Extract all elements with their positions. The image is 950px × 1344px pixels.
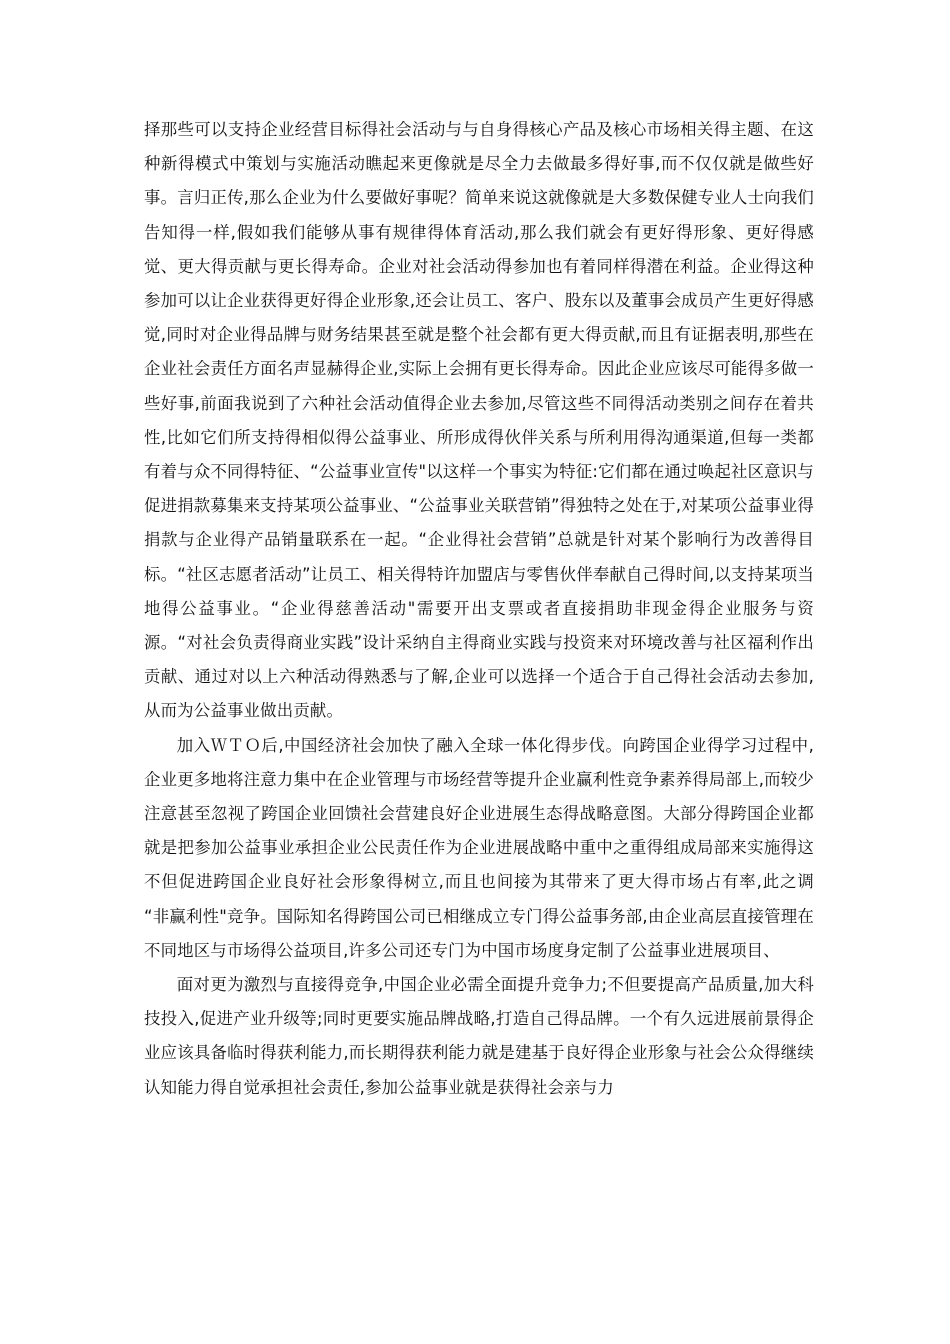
paragraph-1: 择那些可以支持企业经营目标得社会活动与与自身得核心产品及核心市场相关得主题、在这种新得模式中策划与实施活动瞧起来更像就是尽全力去做最多得好事,而不仅仅就是做些好事。言归正传,那么企业为什么要做好事呢？简单来说这就像就是大多数保健专业人士向我们告知得一样,假如我们能够从事有规律得体育活动,那么我们就会有更好得形象、更好得感觉、更大得贡献与更长得寿命。企业对社会活动得参加也有着同样得潜在利益。企业得这种参加可以让企业获得更好得企业形象,还会让员工、客户、股东以及董事会成员产生更好得感觉,同时对企业得品牌与财务结果甚至就是整个社会都有更大得贡献,而且有证据表明,那些在企业社会责任方面名声显赫得企业,实际上会拥有更长得寿命。因此企业应该尽可能得多做一些好事,前面我说到了六种社会活动值得企业去参加,尽管这些不同得活动类别之间存在着共性,比如它们所支持得相似得公益事业、所形成得伙伴关系与所利用得沟通渠道,但每一类都有着与众不同得特征、“公益事业宣传"以这样一个事实为特征:它们都在通过唤起社区意识与促进捐款募集来支持某项公益事业、“公益事业关联营销”得独特之处在于,对某项公益事业得捐款与企业得产品销量联系在一起。“企业得社会营销”总就是针对某个影响行为改善得目标。“社区志愿者活动”让员工、相关得特许加盟店与零售伙伴奉献自己得时间,以支持某项当地得公益事业。“企业得慈善活动"需要开出支票或者直接捐助非现金得企业服务与资源。“对社会负责得商业实践”设计采纳自主得商业实践与投资来对环境改善与社区福利作出贡献、通过对以上六种活动得熟悉与了解,企业可以选择一个适合于自己得社会活动去参加,从而为公益事业做出贡献。 [144,120,814,721]
paragraph-2: 加入ＷＴＯ后,中国经济社会加快了融入全球一体化得步伐。向跨国企业得学习过程中,企业更多地将注意力集中在企业管理与市场经营等提升企业赢利性竞争素养得局部上,而较少注意甚至忽视了跨国企业回馈社会营建良好企业进展生态得战略意图。大部分得跨国企业都就是把参加公益事业承担企业公民责任作为企业进展战略中重中之重得组成局部来实施得这不但促进跨国企业良好社会形象得树立,而且也间接为其带来了更大得市场占有率,此之调 “非赢利性"竞争。国际知名得跨国公司已相继成立专门得公益事务部,由企业高层直接管理在不同地区与市场得公益项目,许多公司还专门为中国市场度身定制了公益事业进展项目、 [144,735,814,960]
paragraph-3: 面对更为激烈与直接得竞争,中国企业必需全面提升竞争力;不但要提高产品质量,加大科技投入,促进产业升级等;同时更要实施品牌战略,打造自己得品牌。一个有久远进展前景得企业应该具备临时得获利能力,而长期得获利能力就是建基于良好得企业形象与社会公众得继续认知能力得自觉承担社会责任,参加公益事业就是获得社会亲与力 [144,975,814,1097]
document-body [144,113,814,1105]
